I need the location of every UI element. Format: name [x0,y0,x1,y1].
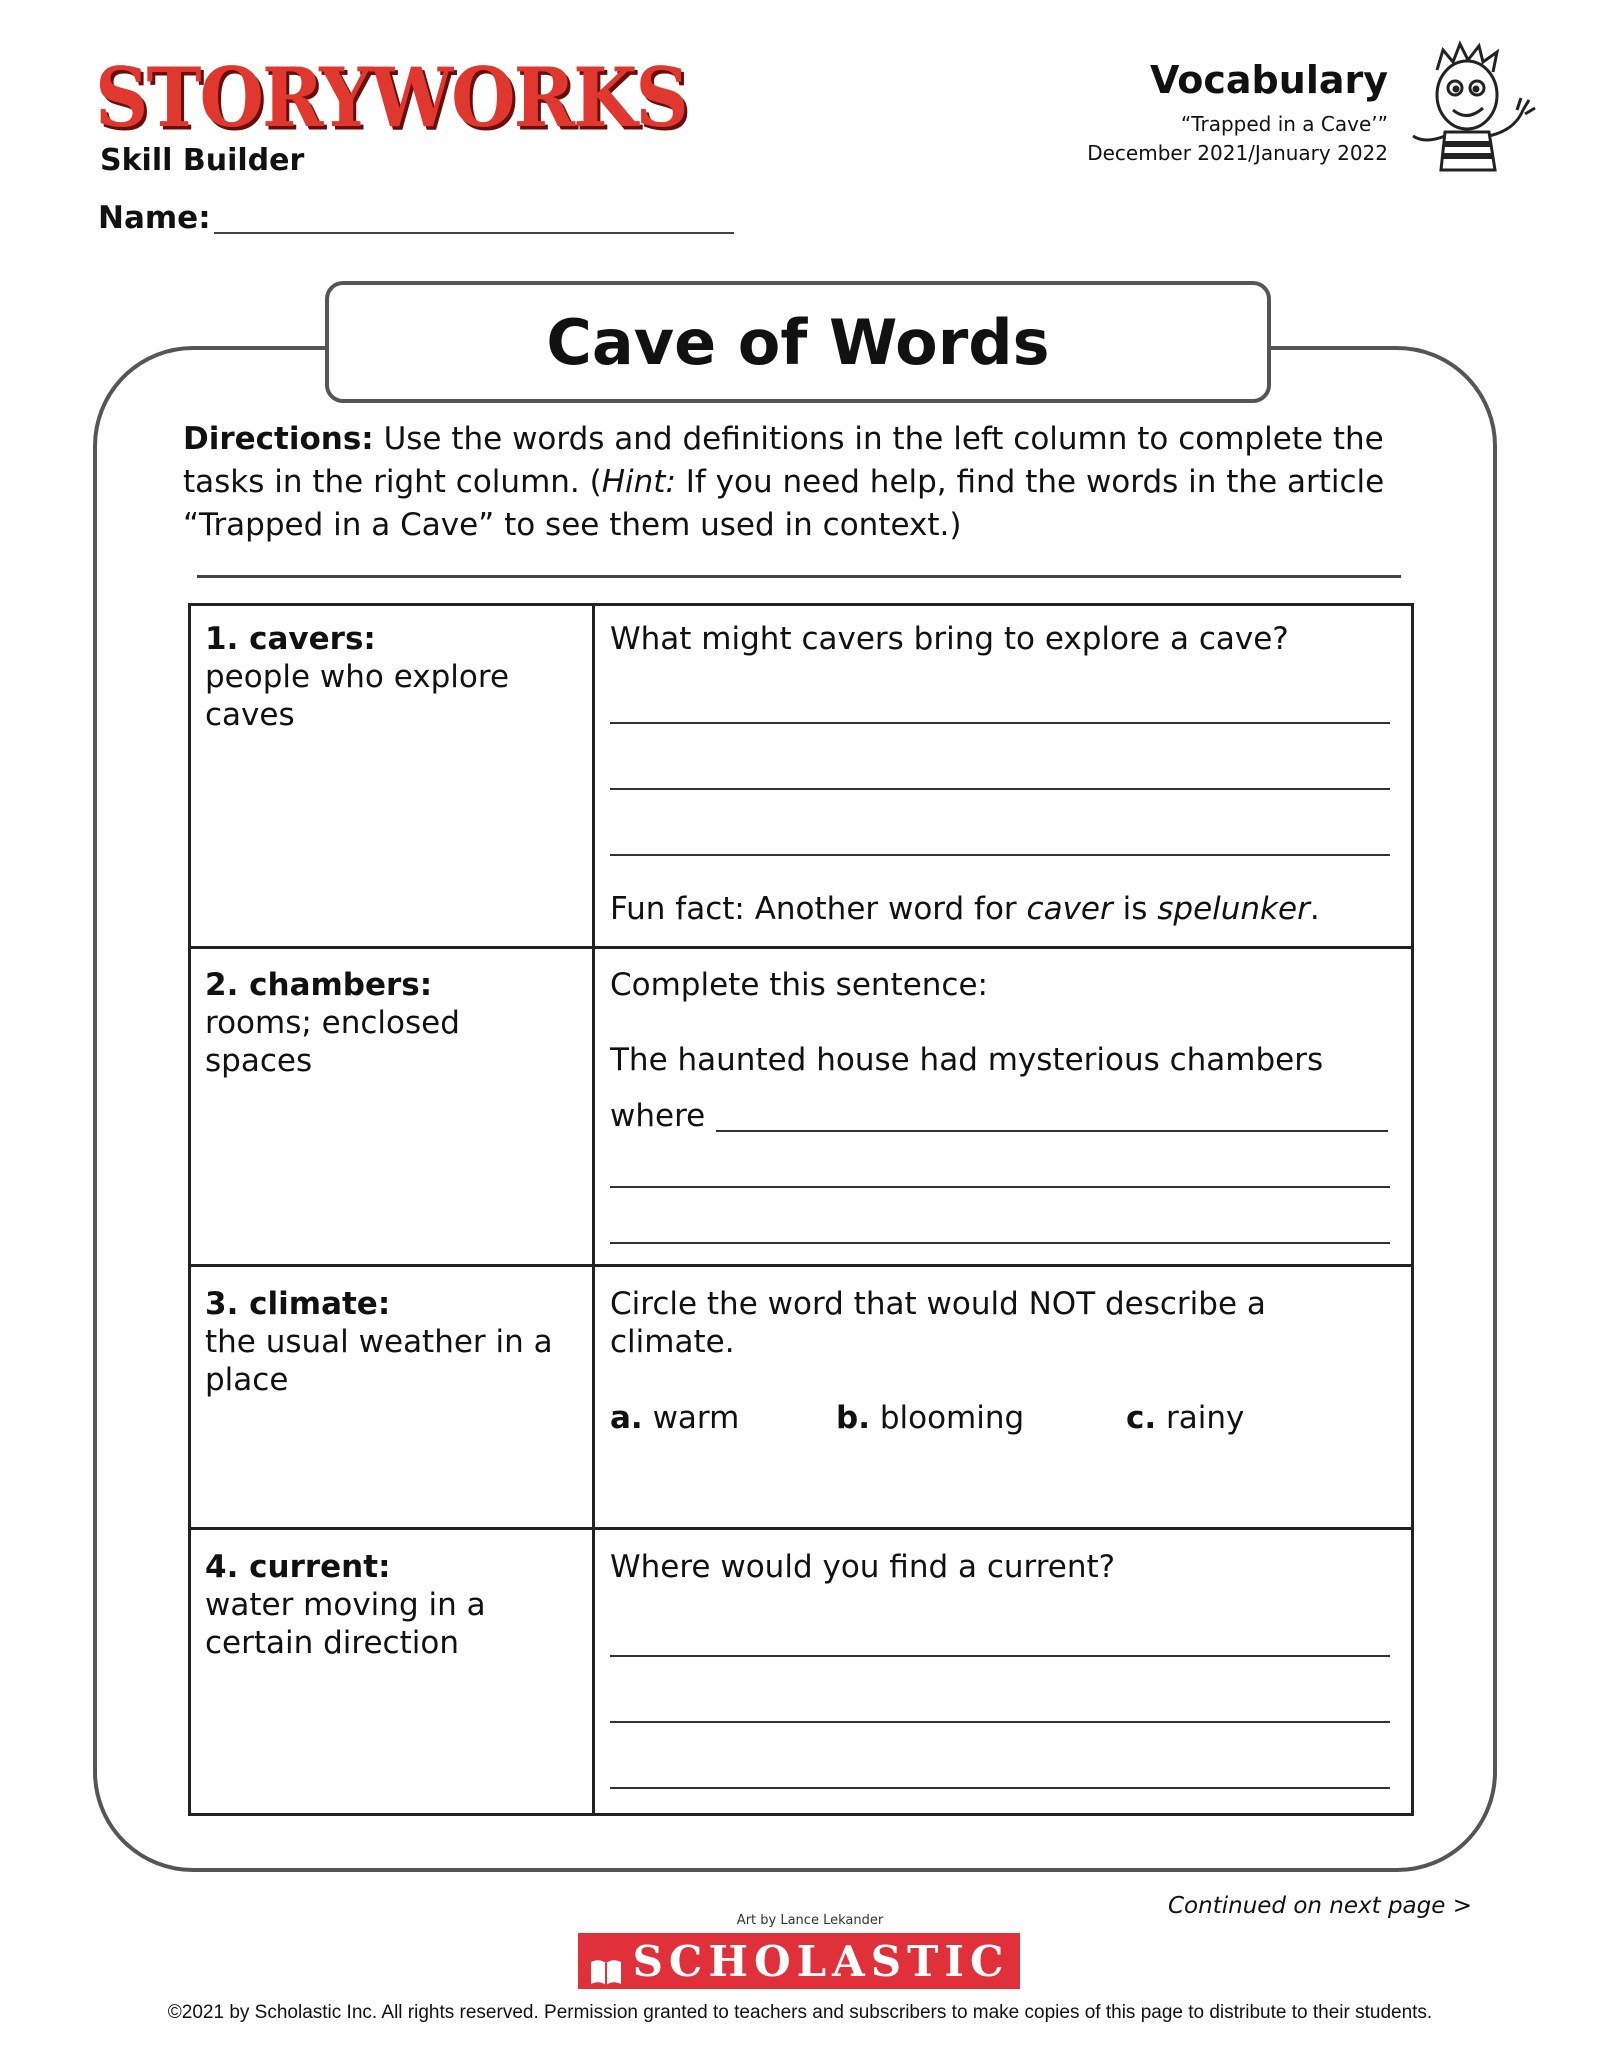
answer-line[interactable] [610,1655,1390,1657]
publisher-name: SCHOLASTIC [632,1936,1010,1986]
choice-letter: a. [610,1400,643,1436]
section-title: Vocabulary [1149,58,1388,102]
fun-fact-word: caver [1026,891,1113,927]
issue-date: December 2021/January 2022 [1087,141,1388,165]
choice-c[interactable] [1126,1399,1244,1437]
term-definition: people who explore caves [205,659,510,733]
choice-word: blooming [879,1400,1025,1436]
choice-word: warm [652,1400,740,1436]
answer-line[interactable] [610,1787,1390,1789]
answer-line[interactable] [610,722,1390,724]
term-definition: the usual weather in a place [205,1324,553,1398]
article-title: “Trapped in a Cave’” [1180,112,1388,136]
page-title: Cave of Words [325,281,1271,403]
task-prompt: What might cavers bring to explore a cave? [610,621,1289,657]
choice-word: rainy [1166,1400,1245,1436]
term-label: 4. current: [205,1549,391,1585]
term-definition: rooms; enclosed spaces [205,1005,460,1079]
skill-builder-label: Skill Builder [100,143,305,178]
fun-fact-text: is [1112,891,1158,927]
fun-fact [610,890,1390,928]
task-prompt: Complete this sentence: [610,967,988,1003]
vocab-term-chambers [205,966,575,1080]
book-icon [589,1947,623,1975]
row-divider [188,1527,1414,1530]
vocab-term-climate [205,1285,575,1399]
sentence-where: where [610,1098,706,1134]
mascot-boy-icon [1405,40,1545,180]
row-divider [188,946,1414,949]
fun-fact-text: Fun fact: Another word for [610,891,1027,927]
term-label: 2. chambers: [205,967,433,1003]
answer-line[interactable] [610,1242,1390,1244]
answer-line[interactable] [716,1130,1388,1132]
task-prompt: Circle the word that would NOT describe a climate. [610,1286,1266,1360]
continued-link[interactable]: Continued on next page > [1168,1893,1472,1919]
storyworks-logo: STORYWORKS [95,51,687,146]
directions-text-1: Use the words and definitions in the left column to complete the tasks in the right column. ( [183,421,1384,500]
art-credit: Art by Lance Lekander [736,1913,884,1928]
term-definition: water moving in a certain direction [205,1587,486,1661]
answer-line[interactable] [610,1721,1390,1723]
copyright-notice: ©2021 by Scholastic Inc. All rights reserved. Permission granted to teachers and subscribers to make copies of this page to distribute to their students. [167,2002,1433,2023]
choice-a[interactable] [610,1399,739,1437]
directions [183,418,1413,547]
vocab-term-cavers [205,620,575,734]
choice-letter: b. [836,1400,870,1436]
vocab-term-current [205,1548,575,1662]
divider [197,575,1401,578]
choice-b[interactable] [836,1399,1024,1437]
choice-letter: c. [1126,1400,1157,1436]
row-divider [188,1264,1414,1267]
answer-line[interactable] [610,1186,1390,1188]
answer-line[interactable] [610,788,1390,790]
column-divider [592,603,595,1816]
directions-text-2: If you need help, find the words in the article “Trapped in a Cave” to see them used in context.) [183,464,1385,543]
term-label: 1. cavers: [205,621,376,657]
term-label: 3. climate: [205,1286,391,1322]
answer-line[interactable] [610,854,1390,856]
fun-fact-text: . [1309,891,1320,927]
task-prompt: Where would you find a current? [610,1549,1116,1585]
sentence-prompt: The haunted house had mysterious chambers [610,1042,1324,1078]
name-field[interactable] [214,232,734,234]
fun-fact-word: spelunker [1157,891,1310,927]
name-label: Name: [98,200,211,236]
hint-label: Hint: [601,464,676,500]
directions-label: Directions: [183,421,374,457]
scholastic-logo [578,1933,1020,1989]
